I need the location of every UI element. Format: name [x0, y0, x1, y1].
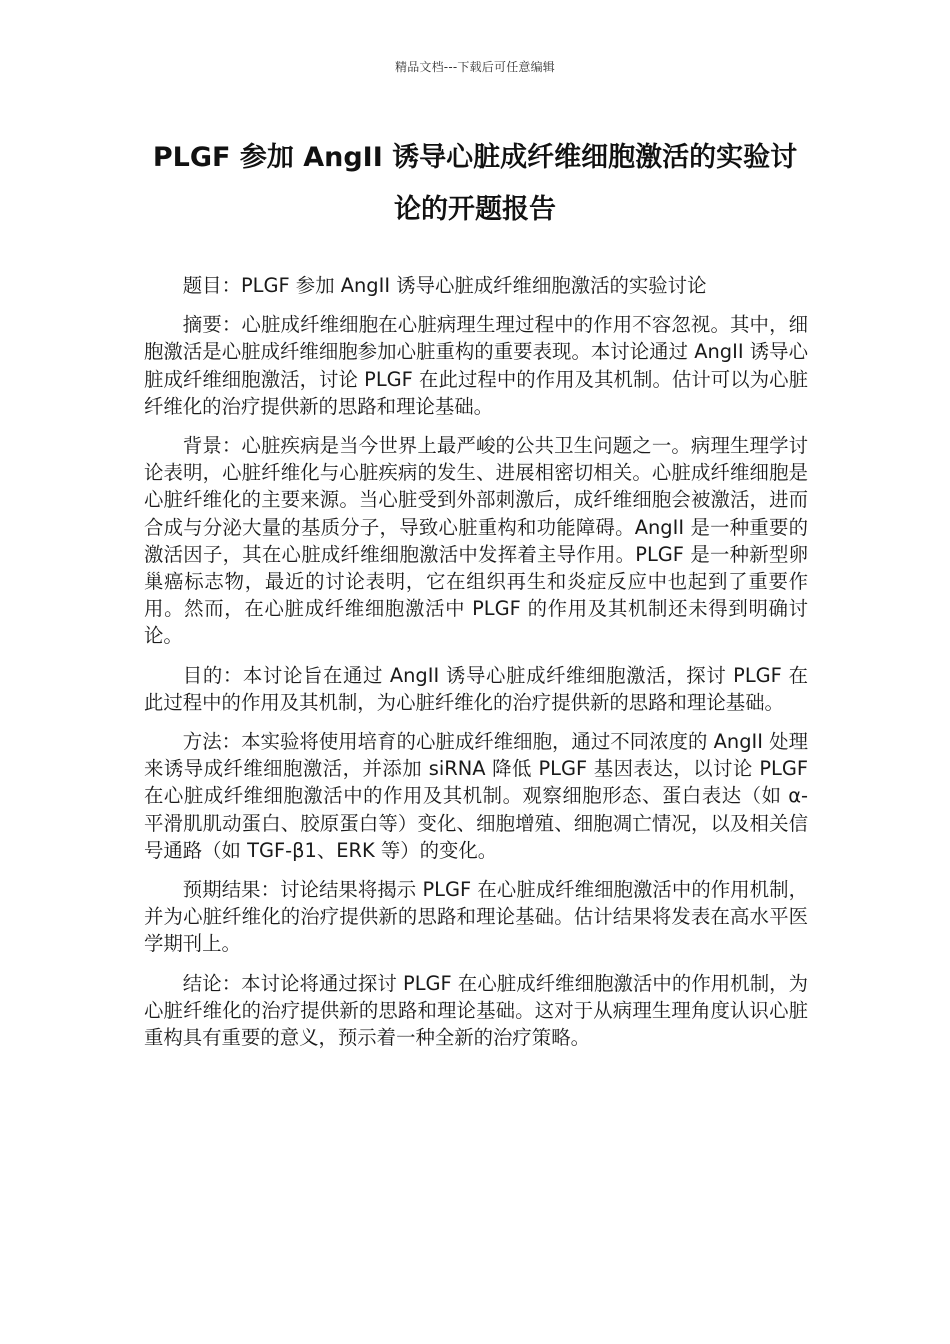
paragraph-topic [144, 272, 808, 299]
paragraph-purpose [144, 662, 808, 716]
paragraph-text: PLGF 参加 AngII 诱导心脏成纤维细胞激活的实验讨论 [240, 274, 707, 297]
paragraph-expected-results [144, 876, 808, 958]
document-body [144, 272, 808, 1063]
paragraph-text: 本讨论将通过探讨 PLGF 在心脏成纤维细胞激活中的作用机制，为心脏纤维化的治疗提供新的思路和理论基础。这对于从病理生理角度认识心脏重构具有重要的意义，预示着一种全新的治疗策略。 [144, 971, 808, 1050]
paragraph-label: 预期结果： [182, 878, 281, 902]
paragraph-text: 心脏疾病是当今世界上最严峻的公共卫生问题之一。病理生理学讨论表明，心脏纤维化与心脏疾病的发生、进展相密切相关。心脏成纤维细胞是心脏纤维化的主要来源。当心脏受到外部刺激后，成纤维细胞会被激活，进而合成与分泌大量的基质分子，导致心脏重构和功能障碍。AngII 是一种重要的激活因子，其在心脏成纤维细胞激活中发挥着主导作用。PLGF 是一种新型卵巢癌标志物，最近的讨论表明，它在组织再生和炎症反应中也起到了重要作用。然而，在心脏成纤维细胞激活中 PLGF 的作用及其机制还未得到明确讨论。 [144, 434, 809, 648]
header-note: 精品文档---下载后可任意编辑 [395, 60, 555, 74]
paragraph-label: 背景： [182, 434, 242, 458]
paragraph-label: 方法： [182, 730, 242, 754]
paragraph-conclusion [144, 970, 808, 1052]
paragraph-text: 心脏成纤维细胞在心脏病理生理过程中的作用不容忽视。其中，细胞激活是心脏成纤维细胞参加心脏重构的重要表现。本讨论通过 AngII 诱导心脏成纤维细胞激活，讨论 PLGF 在此过程中的作用及其机制。估计可以为心脏纤维化的治疗提供新的思路和理论基础。 [144, 313, 809, 418]
paragraph-abstract [144, 311, 808, 420]
paragraph-label: 结论： [182, 971, 242, 995]
document-title: PLGF 参加 AngII 诱导心脏成纤维细胞激活的实验讨论的开题报告 [152, 142, 798, 225]
paragraph-label: 目的： [182, 663, 243, 687]
paragraph-text: 本实验将使用培育的心脏成纤维细胞，通过不同浓度的 AngII 处理来诱导成纤维细胞激活，并添加 siRNA 降低 PLGF 基因表达，以讨论 PLGF 在心脏成纤维细胞激活中的作用及其机制。观察细胞形态、蛋白表达（如 α-平滑肌肌动蛋白、胶原蛋白等）变化、细胞增殖、细胞凋亡情况，以及相关信号通路（如 TGF-β1、ERK 等）的变化。 [144, 730, 808, 862]
paragraph-label: 摘要： [182, 313, 242, 337]
paragraph-text: 本讨论旨在通过 AngII 诱导心脏成纤维细胞激活，探讨 PLGF 在此过程中的作用及其机制，为心脏纤维化的治疗提供新的思路和理论基础。 [144, 663, 809, 714]
paragraph-label: 题目： [182, 274, 241, 297]
paragraph-background [144, 432, 808, 650]
paragraph-text: 讨论结果将揭示 PLGF 在心脏成纤维细胞激活中的作用机制，并为心脏纤维化的治疗提供新的思路和理论基础。估计结果将发表在高水平医学期刊上。 [144, 878, 808, 956]
paragraph-methods [144, 728, 808, 864]
